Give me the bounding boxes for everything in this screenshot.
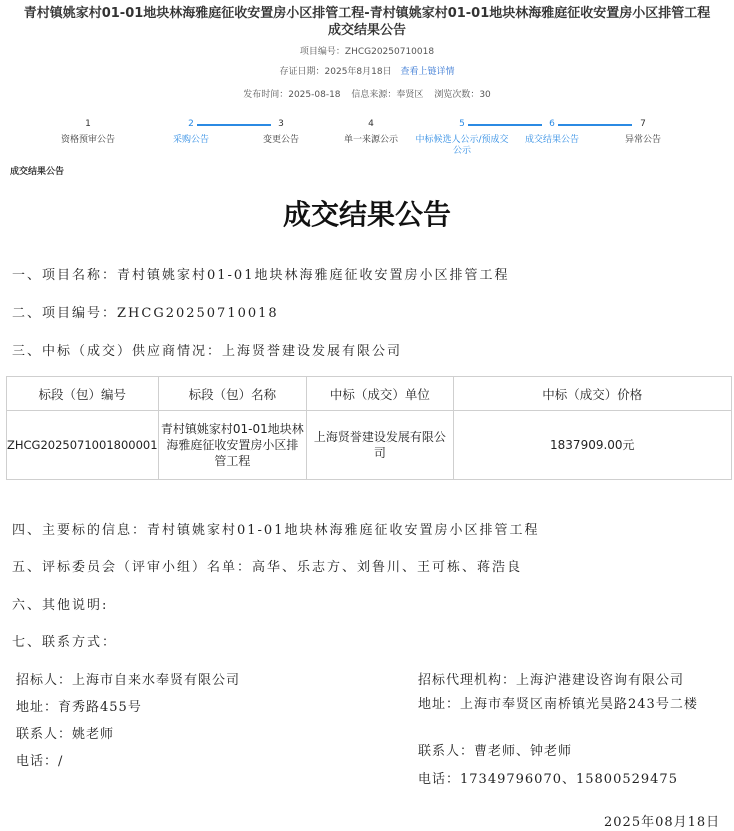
- item-other-notes: 六、其他说明:: [12, 598, 109, 613]
- step-5[interactable]: 5 中标候选人公示/预成交公示: [412, 118, 512, 157]
- step-label: 变更公告: [262, 135, 299, 145]
- info-source: 信息来源：奉贤区: [351, 90, 424, 100]
- view-count: 浏览次数：30: [434, 90, 491, 100]
- project-number: ZHCG20250710018: [344, 47, 435, 57]
- step-label: 单一来源公示: [343, 135, 398, 145]
- deposit-date-label: 存证日期：: [279, 67, 325, 77]
- page-title: 青村镇姚家村01-01地块林海雅庭征收安置房小区排管工程-青村镇姚家村01-01地块林海雅庭征收安置房小区排管工程成交结果公告: [23, 6, 711, 38]
- item-main-subject: 四、主要标的信息：青村镇姚家村01-01地块林海雅庭征收安置房小区排管工程: [12, 523, 540, 538]
- agency-address: 地址：上海市奉贤区南桥镇光昊路243号二楼: [418, 697, 698, 712]
- step-label: 采购公告: [172, 135, 209, 145]
- step-label: 中标候选人公示/预成交公示: [415, 135, 509, 156]
- price-cell: 1837909.00元: [453, 411, 731, 480]
- step-4[interactable]: 4 单一来源公示: [321, 118, 421, 146]
- step-label: 成交结果公告: [524, 135, 579, 145]
- step-1[interactable]: 1 资格预审公告: [38, 118, 138, 146]
- table-header-row: [7, 377, 732, 411]
- step-2[interactable]: 2 采购公告: [141, 118, 241, 146]
- agency-contact-person: 联系人：曹老师、钟老师: [418, 744, 573, 759]
- chain-detail-link[interactable]: 查看上链详情: [400, 67, 455, 77]
- project-number-label: 项目编号：: [299, 47, 345, 57]
- agency: 招标代理机构：上海沪港建设咨询有限公司: [418, 673, 685, 688]
- lot-code-cell: ZHCG2025071001800001: [7, 411, 159, 480]
- footer-date: 2025年08月18日: [604, 815, 721, 830]
- publish-time: 发布时间：2025-08-18: [243, 90, 341, 100]
- tenderer: 招标人：上海市自来水奉贤有限公司: [16, 673, 241, 688]
- lot-name-cell: 青村镇姚家村01-01地块林海雅庭征收安置房小区排管工程: [158, 411, 307, 480]
- deposit-date-line: [0, 66, 734, 78]
- item-project-number: 二、项目编号：ZHCG20250710018: [12, 306, 279, 321]
- step-label: 异常公告: [624, 135, 661, 145]
- publish-info-line: [0, 89, 734, 101]
- agency-phone: 电话：17349796070、15800529475: [418, 772, 678, 787]
- section-label: 成交结果公告: [10, 167, 65, 177]
- step-label: 资格预审公告: [60, 135, 115, 145]
- document-title: 成交结果公告: [282, 198, 451, 231]
- step-6[interactable]: 6 成交结果公告: [502, 118, 602, 146]
- process-steps: [0, 118, 734, 168]
- item-project-name: 一、项目名称：青村镇姚家村01-01地块林海雅庭征收安置房小区排管工程: [12, 268, 510, 283]
- tenderer-address: 地址：育秀路455号: [16, 700, 142, 715]
- item-committee: 五、评标委员会（评审小组）名单：高华、乐志方、刘鲁川、王可栋、蒋浩良: [12, 560, 523, 575]
- project-number-line: [0, 46, 734, 58]
- tenderer-contact-person: 联系人：姚老师: [16, 727, 115, 742]
- table-header: 中标（成交）价格: [453, 377, 731, 411]
- table-header: 中标（成交）单位: [307, 377, 453, 411]
- table-header: 标段（包）名称: [158, 377, 307, 411]
- winner-cell: 上海贤誉建设发展有限公司: [307, 411, 453, 480]
- tenderer-phone: 电话：/: [16, 754, 64, 769]
- step-3[interactable]: 3 变更公告: [231, 118, 331, 146]
- result-table: [6, 376, 732, 480]
- table-header: 标段（包）编号: [7, 377, 159, 411]
- item-contact-heading: 七、联系方式：: [12, 635, 118, 650]
- deposit-date: 2025年8月18日: [324, 67, 392, 77]
- table-row: [7, 411, 732, 480]
- item-supplier: 三、中标（成交）供应商情况：上海贤誉建设发展有限公司: [12, 344, 403, 359]
- step-7[interactable]: 7 异常公告: [593, 118, 693, 146]
